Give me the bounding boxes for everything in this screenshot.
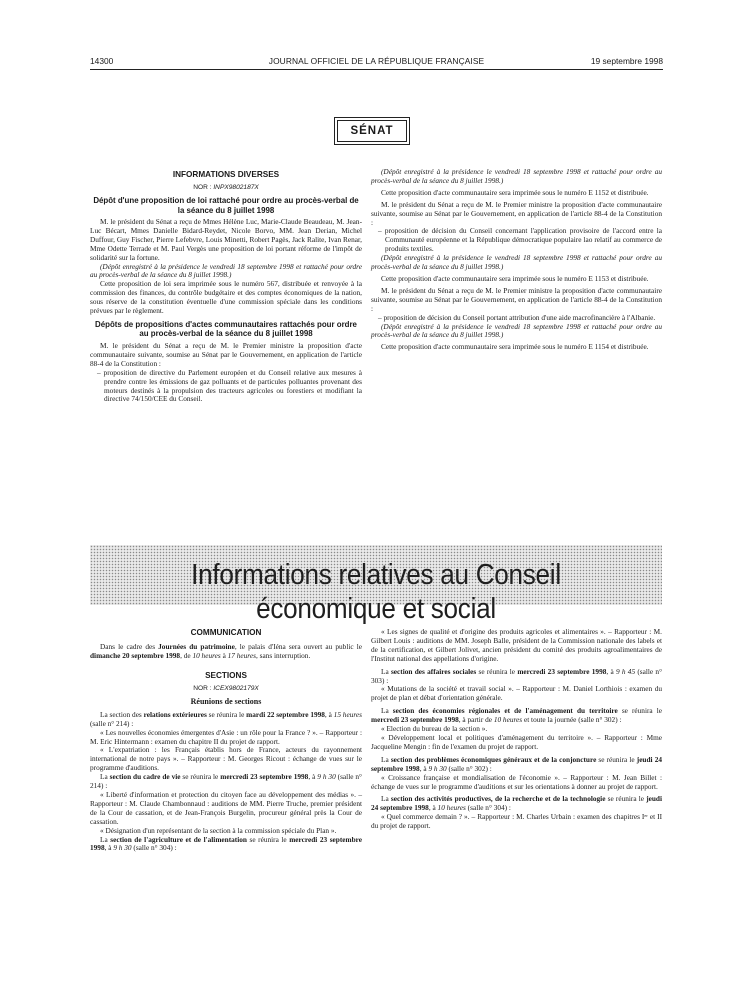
header-rule	[90, 69, 663, 70]
section-relations-exterieures: La section des relations extérieures se réunira le mardi 22 septembre 1998, à 15 heures (salle n° 214) :	[90, 709, 362, 728]
paragraph: M. le président du Sénat a reçu de M. le Premier ministre la proposition d'acte communautaire suivante, soumise au Sénat par le Gouvernement, en application de l'article 88-4 de la Constitution :	[371, 285, 662, 313]
paragraph: « Les signes de qualité et d'origine des produits agricoles et alimentaires ». – Rapporteur : M. Gilbert Louis : auditions de MM. Joseph Balle, président de la Commission nationale des labels et de la certification, et Gilbert Jolivet, ancien président du comité des produits agroalimentaires de l'Institut national des appellations d'origine.	[371, 627, 662, 663]
article-title-loi: Dépôt d'une proposition de loi rattaché pour ordre au procès-verbal de la séance du 8 juillet 1998	[93, 196, 359, 215]
senat-left-column	[90, 170, 362, 404]
section-agriculture: La section de l'agriculture et de l'alimentation se réunira le mercredi 23 septembre 1998, à 9 h 30 (salle n° 304) :	[90, 834, 362, 853]
ces-right-column	[371, 628, 662, 831]
paragraph: « Mutations de la société et travail social ». – Rapporteur : M. Daniel Lorthiois : examen du projet de plan et débat d'orientation générale.	[371, 684, 662, 703]
paragraph: Cette proposition d'acte communautaire sera imprimée sous le numéro E 1153 et distribuée.	[381, 273, 649, 283]
paragraph: « Liberté d'information et protection du citoyen face au développement des médias ». – Rapporteur : M. Claude Chambonnaud : auditions de MM. Pierre Truche, premier président de la Cour de cassation, et de Jean-François Burgelin, procureur général près la Cour de cassation.	[90, 789, 362, 826]
list-item: – proposition de décision du Conseil portant attribution d'une aide macrofinancière à l'Albanie.	[378, 312, 656, 322]
senat-nor: NOR : INPX9802187X	[193, 184, 259, 191]
paragraph: (Dépôt enregistré à la présidence le vendredi 18 septembre 1998 et rattaché pour ordre au procès-verbal de la séance du 8 juillet 1998.)	[371, 167, 662, 185]
senat-box	[334, 117, 410, 145]
list-item: – proposition de décision du Conseil concernant l'application provisoire de l'accord entre la Communauté européenne et la République démocratique populaire lao relatif au commerce de produits textiles.	[378, 226, 662, 254]
ces-banner	[90, 545, 662, 625]
paragraph: « Développement local et politiques d'aménagement du territoire ». – Rapporteur : Mme Jacqueline Mengin : fin de l'examen du projet de rapport.	[371, 732, 662, 751]
section-affaires-sociales: La section des affaires sociales se réunira le mercredi 23 septembre 1998, à 9 h 45 (salle n° 303) :	[371, 666, 662, 685]
paragraph: (Dépôt enregistré à la présidence le vendredi 18 septembre 1998 et rattaché pour ordre au procès-verbal de la séance du 8 juillet 1998.)	[90, 261, 362, 280]
senat-heading: INFORMATIONS DIVERSES	[172, 170, 280, 179]
article-title-actes: Dépôts de propositions d'actes communautaires rattachés pour ordre au procès-verbal de la séance du 8 juillet 1998	[95, 319, 357, 339]
paragraph: « Croissance française et mondialisation de l'économie ». – Rapporteur : M. Jean Billet : échange de vues sur le programme d'auditions et sur les orientations à donner au projet de rapport.	[371, 772, 662, 791]
paragraph: « Election du bureau de la section ».	[381, 724, 488, 734]
sections-nor: NOR : ICEX9802179X	[193, 684, 259, 692]
paragraph: (Dépôt enregistré à la présidence le vendredi 18 septembre 1998 et rattaché pour ordre au procès-verbal de la séance du 8 juillet 1998.)	[371, 253, 662, 272]
communication-text: Dans le cadre des Journées du patrimoine, le palais d'Iéna sera ouvert au public le dimanche 20 septembre 1998, de 10 heures à 17 heures, sans interruption.	[90, 642, 362, 660]
section-economies-regionales: La section des économies régionales et de l'aménagement du territoire se réunira le mercredi 23 septembre 1998, à partir de 10 heures et toute la journée (salle n° 302) :	[371, 706, 662, 725]
paragraph: Cette proposition d'acte communautaire sera imprimée sous le numéro E 1154 et distribuée.	[381, 342, 649, 352]
section-cadre-de-vie: La section du cadre de vie se réunira le mercredi 23 septembre 1998, à 9 h 30 (salle n° 214) :	[90, 772, 362, 791]
page-number: 14300	[90, 56, 114, 66]
paragraph: « L'expatriation : les Français établis hors de France, acteurs du rayonnement international de notre pays ». – Rapporteur : M. Georges Ricout : échange de vues sur le programme d'auditions.	[90, 745, 362, 773]
section-activites-productives: La section des activités productives, de la recherche et de la technologie se réunira le jeudi 24 septembre 1998, à 10 heures (salle n° 304) :	[371, 794, 663, 813]
page-header	[90, 56, 663, 68]
paragraph: M. le président du Sénat a reçu de M. le Premier ministre la proposition d'acte communautaire suivante, soumise au Sénat par le Gouvernement, en application de l'article 88-4 de la Constitution :	[371, 199, 662, 227]
senat-right-column	[371, 168, 662, 352]
section-conjoncture: La section des problèmes économiques généraux et de la conjoncture se réunira le jeudi 24 septembre 1998, à 9 h 30 (salle n° 302) :	[371, 754, 662, 773]
journal-title: JOURNAL OFFICIEL DE LA RÉPUBLIQUE FRANÇAISE	[268, 56, 485, 66]
communication-heading: COMMUNICATION	[190, 628, 262, 637]
paragraph: « Quel commerce demain ? ». – Rapporteur : M. Charles Urbain : examen des chapitres Iᵉʳ et II du projet de rapport.	[371, 812, 662, 831]
paragraph: « Désignation d'un représentant de la section à la commission spéciale du Plan ».	[100, 825, 337, 835]
paragraph: M. le président du Sénat a reçu de Mmes Hélène Luc, Marie-Claude Beaudeau, M. Jean-Luc Bécart, Mmes Danielle Bidard-Reydet, Nicole Borvo, MM. Jean Derian, Michel Duffour, Guy Fischer, Pierre Lefebvre, Louis Minetti, Robert Pagès, Jack Ralite, Ivan Renar, Mme Odette Terrade et M. Paul Vergès une proposition de loi portant réforme de l'impôt de solidarité sur la fortune.	[90, 217, 362, 262]
paragraph: « Les nouvelles économies émergentes d'Asie : un rôle pour la France ? ». – Rapporteur : M. Eric Hintermann : examen du chapitre II du projet de rapport.	[90, 727, 362, 746]
sections-subheading: Réunions de sections	[190, 696, 262, 706]
issue-date: 19 septembre 1998	[590, 56, 663, 66]
ces-left-column	[90, 628, 362, 853]
sections-heading: SECTIONS	[205, 670, 247, 680]
paragraph: Cette proposition de loi sera imprimée sous le numéro 567, distribuée et renvoyée à la commission des finances, du contrôle budgétaire et des comptes économiques de la nation, sous réserve de la constitution éventuelle d'une commission spéciale dans les conditions prévues par le règlement.	[90, 279, 362, 316]
senat-box-label: SÉNAT	[337, 120, 407, 142]
ces-banner-title: Informations relatives au Conseil économique et social	[191, 559, 561, 625]
list-item: – proposition de directive du Parlement européen et du Conseil relative aux mesures à prendre contre les émissions de gaz polluants et de particules polluantes provenant des moteurs destinés à la propulsion des tracteurs agricoles ou forestiers et modifiant la directive 74/150/CEE du Conseil.	[97, 367, 362, 404]
paragraph: (Dépôt enregistré à la présidence le vendredi 18 septembre 1998 et rattaché pour ordre au procès-verbal de la séance du 8 juillet 1998.)	[371, 321, 662, 340]
paragraph: Cette proposition d'acte communautaire sera imprimée sous le numéro E 1152 et distribuée.	[381, 187, 649, 197]
paragraph: M. le président du Sénat a reçu de M. le Premier ministre la proposition d'acte communautaire suivante, soumise au Sénat par le Gouvernement, en application de l'article 88-4 de la Constitution :	[90, 340, 362, 368]
